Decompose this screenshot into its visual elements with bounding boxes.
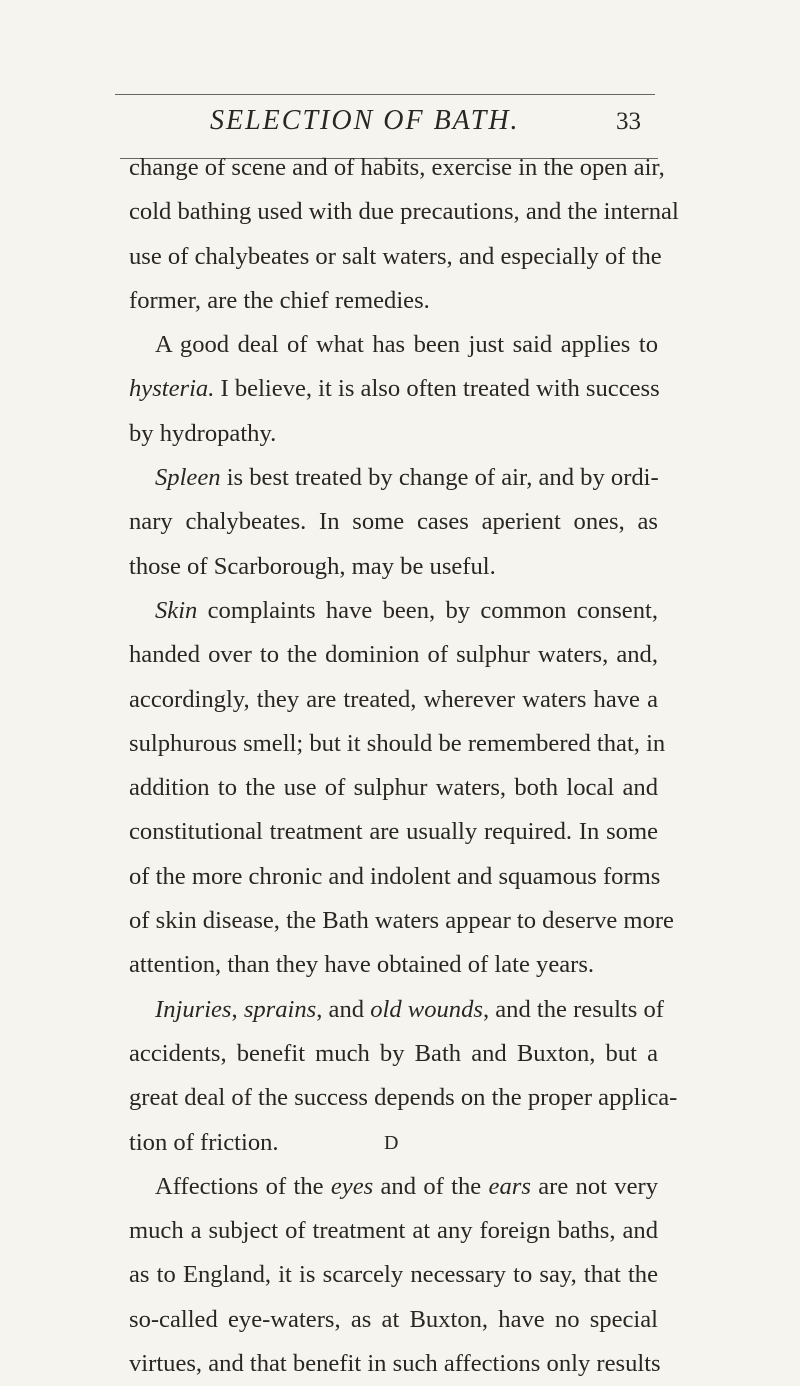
text-line: sulphurous smell; but it should be remembered that, in	[129, 729, 666, 757]
text-line: great deal of the success depends on the proper applica-	[129, 1084, 678, 1112]
text-line: former, are the chief remedies.	[129, 286, 430, 314]
italic-term: Skin	[155, 596, 198, 624]
text-line: Skin complaints have been, by common consent,	[155, 596, 658, 624]
italic-term: Spleen	[155, 464, 221, 492]
body-text	[129, 146, 679, 1386]
text-line: accordingly, they are treated, wherever waters have a	[129, 685, 658, 713]
italic-term: old wounds	[370, 995, 483, 1023]
text-line: so-called eye-waters, as at Buxton, have no special	[129, 1305, 658, 1333]
text-line: of the more chronic and indolent and squamous forms	[129, 862, 661, 890]
text-line: change of scene and of habits, exercise in the open air,	[129, 154, 665, 181]
italic-term: ears	[488, 1172, 531, 1200]
text-line: A good deal of what has been just said applies to	[155, 331, 658, 359]
text-line: by hydropathy.	[129, 419, 277, 447]
header-rule-top	[115, 94, 655, 95]
text-line: handed over to the dominion of sulphur waters, and,	[129, 641, 658, 669]
text-line: Injuries, sprains, and old wounds, and the results of	[155, 995, 664, 1023]
text-line: of skin disease, the Bath waters appear to deserve more	[129, 907, 674, 935]
italic-term: Injuries	[155, 995, 232, 1023]
text-line: much a subject of treatment at any foreign baths, and	[129, 1217, 658, 1245]
running-title: SELECTION OF BATH.	[210, 105, 520, 136]
text-line: constitutional treatment are usually required. In some	[129, 818, 658, 846]
page-number: 33	[616, 108, 641, 135]
text-line: as to England, it is scarcely necessary to say, that the	[129, 1261, 658, 1289]
text-line: accidents, benefit much by Bath and Buxton, but a	[129, 1039, 658, 1067]
italic-term: hysteria.	[129, 375, 215, 403]
text-line: cold bathing used with due precautions, and the internal	[129, 198, 679, 226]
italic-term: sprains	[243, 995, 317, 1023]
text-line: attention, than they have obtained of late years.	[129, 951, 595, 979]
text-line: Affections of the eyes and of the ears are not very	[155, 1172, 659, 1200]
signature-mark: D	[384, 1132, 399, 1154]
text-line: tion of friction.	[129, 1128, 279, 1156]
text-line: hysteria. I believe, it is also often treated with success	[129, 375, 660, 403]
italic-term: eyes	[330, 1172, 374, 1200]
text-line: Spleen is best treated by change of air, and by ordi-	[155, 464, 659, 492]
text-line: addition to the use of sulphur waters, both local and	[129, 774, 658, 802]
text-line: nary chalybeates. In some cases aperient ones, as	[129, 508, 658, 536]
text-line: use of chalybeates or salt waters, and especially of the	[129, 242, 662, 270]
text-line: virtues, and that benefit in such affections only results	[129, 1350, 661, 1378]
text-line: those of Scarborough, may be useful.	[129, 552, 496, 580]
